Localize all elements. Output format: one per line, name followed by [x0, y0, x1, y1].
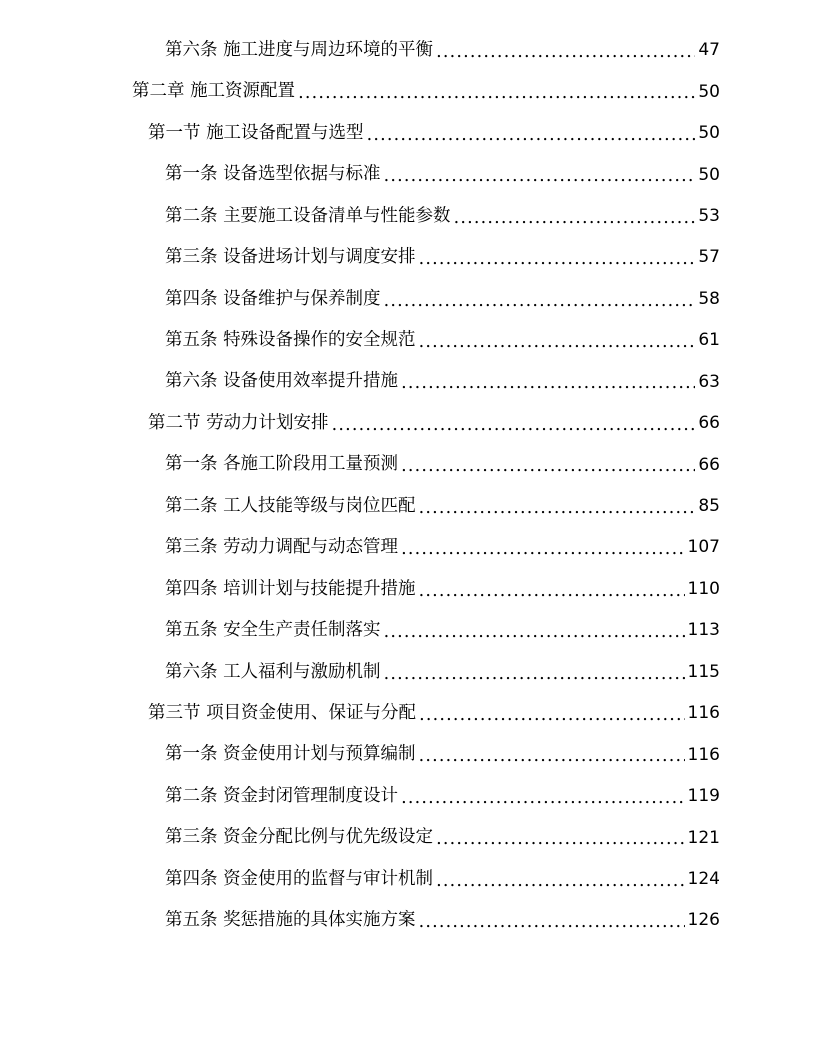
toc-entry-title: 第二条 资金封闭管理制度设计 — [165, 785, 399, 806]
toc-page-number: 66 — [698, 413, 720, 434]
dot-leader — [401, 375, 695, 393]
toc-entry-title: 第四条 资金使用的监督与审计机制 — [165, 868, 434, 889]
toc-entry[interactable] — [0, 237, 816, 278]
dot-leader — [419, 707, 684, 725]
dot-leader — [419, 251, 696, 269]
toc-entry[interactable] — [0, 403, 816, 444]
dot-leader — [384, 168, 696, 186]
table-of-contents — [0, 30, 816, 942]
toc-entry[interactable] — [0, 71, 816, 112]
toc-page-number: 121 — [687, 827, 720, 848]
toc-entry[interactable] — [0, 279, 816, 320]
dot-leader — [419, 500, 696, 518]
dot-leader — [401, 458, 695, 476]
toc-entry[interactable] — [0, 527, 816, 568]
toc-entry[interactable] — [0, 113, 816, 154]
toc-page-number: 47 — [698, 40, 720, 61]
toc-entry-title: 第五条 奖惩措施的具体实施方案 — [165, 910, 416, 931]
dot-leader — [419, 914, 685, 932]
toc-entry[interactable] — [0, 320, 816, 361]
toc-entry-title: 第四条 培训计划与技能提升措施 — [165, 578, 416, 599]
dot-leader — [419, 748, 685, 766]
toc-page-number: 61 — [698, 330, 720, 351]
toc-entry-title: 第六条 设备使用效率提升措施 — [165, 371, 399, 392]
toc-page-number: 116 — [687, 703, 720, 724]
toc-entry[interactable] — [0, 362, 816, 403]
dot-leader — [384, 666, 685, 684]
toc-page-number: 58 — [698, 288, 720, 309]
dot-leader — [436, 873, 684, 891]
toc-entry[interactable] — [0, 30, 816, 71]
toc-entry-title: 第三条 设备进场计划与调度安排 — [165, 247, 416, 268]
dot-leader — [454, 210, 696, 228]
toc-entry-title: 第二条 主要施工设备清单与性能参数 — [165, 205, 451, 226]
toc-entry[interactable] — [0, 900, 816, 941]
toc-entry-title: 第一条 各施工阶段用工量预测 — [165, 454, 399, 475]
toc-entry-title: 第二条 工人技能等级与岗位匹配 — [165, 495, 416, 516]
toc-page-number: 107 — [687, 537, 720, 558]
dot-leader — [384, 624, 685, 642]
toc-entry-title: 第三条 资金分配比例与优先级设定 — [165, 827, 434, 848]
toc-entry[interactable] — [0, 154, 816, 195]
toc-entry[interactable] — [0, 486, 816, 527]
toc-page-number: 124 — [687, 868, 720, 889]
dot-leader — [419, 583, 685, 601]
dot-leader — [367, 127, 696, 145]
toc-page-number: 50 — [698, 81, 720, 102]
toc-entry-title: 第五条 特殊设备操作的安全规范 — [165, 330, 416, 351]
toc-entry-title: 第三节 项目资金使用、保证与分配 — [148, 702, 417, 723]
toc-entry-title: 第三条 劳动力调配与动态管理 — [165, 537, 399, 558]
toc-page-number: 66 — [698, 454, 720, 475]
toc-page-number: 57 — [698, 247, 720, 268]
toc-entry[interactable] — [0, 693, 816, 734]
dot-leader — [419, 334, 696, 352]
toc-entry[interactable] — [0, 444, 816, 485]
toc-page-number: 126 — [687, 910, 720, 931]
toc-page-number: 119 — [687, 786, 720, 807]
toc-page-number: 85 — [698, 496, 720, 517]
toc-page-number: 50 — [698, 123, 720, 144]
toc-entry[interactable] — [0, 817, 816, 858]
toc-entry[interactable] — [0, 196, 816, 237]
dot-leader — [298, 85, 695, 103]
dot-leader — [332, 417, 696, 435]
toc-entry[interactable] — [0, 569, 816, 610]
toc-entry[interactable] — [0, 610, 816, 651]
toc-entry-title: 第一条 资金使用计划与预算编制 — [165, 744, 416, 765]
toc-entry-title: 第四条 设备维护与保养制度 — [165, 288, 381, 309]
toc-page-number: 50 — [698, 164, 720, 185]
toc-page-number: 115 — [687, 661, 720, 682]
toc-page-number: 110 — [687, 578, 720, 599]
toc-page-number: 116 — [687, 744, 720, 765]
toc-entry[interactable] — [0, 734, 816, 775]
toc-entry-title: 第一条 设备选型依据与标准 — [165, 164, 381, 185]
toc-entry[interactable] — [0, 776, 816, 817]
dot-leader — [436, 831, 684, 849]
toc-page-number: 53 — [698, 205, 720, 226]
toc-entry-title: 第五条 安全生产责任制落实 — [165, 620, 381, 641]
dot-leader — [436, 44, 695, 62]
toc-entry-title: 第二章 施工资源配置 — [132, 81, 296, 102]
toc-entry-title: 第六条 施工进度与周边环境的平衡 — [165, 39, 434, 60]
toc-page-number: 63 — [698, 371, 720, 392]
toc-entry-title: 第二节 劳动力计划安排 — [148, 412, 329, 433]
toc-entry-title: 第六条 工人福利与激励机制 — [165, 661, 381, 682]
dot-leader — [384, 293, 696, 311]
dot-leader — [401, 790, 684, 808]
toc-entry-title: 第一节 施工设备配置与选型 — [148, 122, 364, 143]
toc-entry[interactable] — [0, 652, 816, 693]
toc-page-number: 113 — [687, 620, 720, 641]
toc-entry[interactable] — [0, 859, 816, 900]
dot-leader — [401, 541, 684, 559]
